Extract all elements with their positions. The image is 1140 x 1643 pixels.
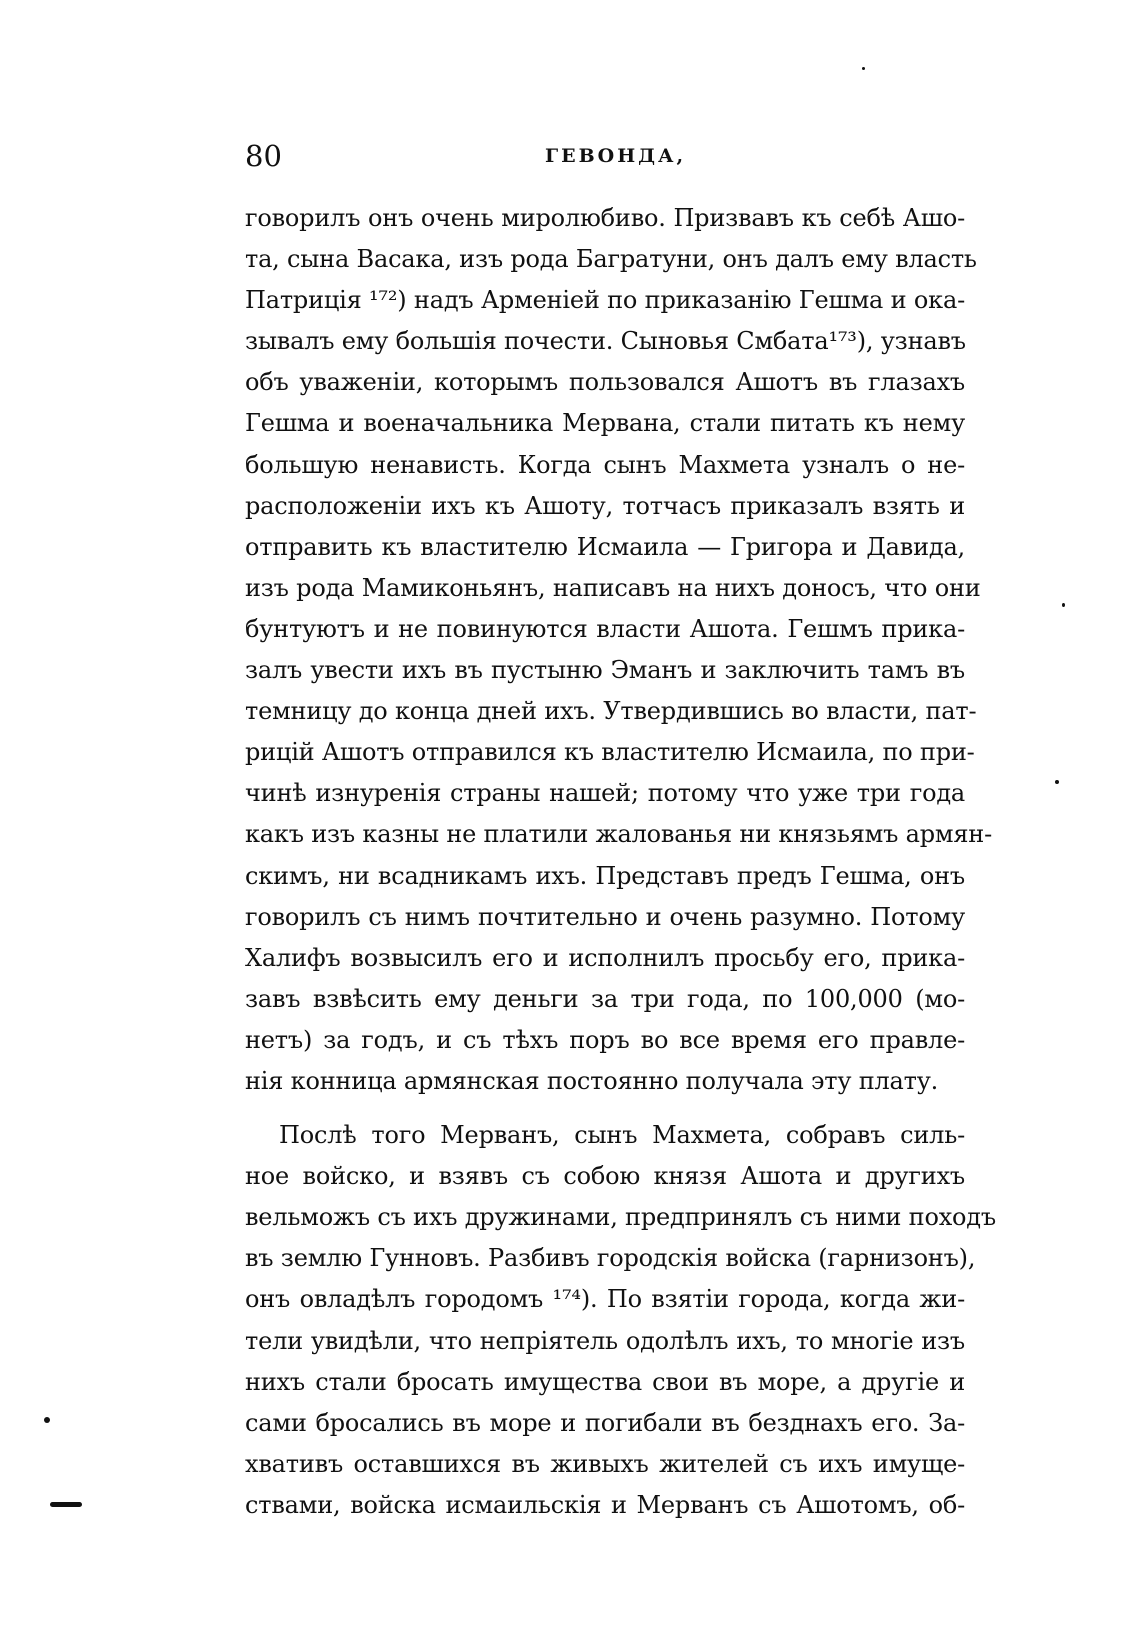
text-line: онъ овладѣлъ городомъ ¹⁷⁴). По взятіи города, когда жи- [245, 1285, 965, 1314]
text-line: бунтуютъ и не повинуются власти Ашота. Гешмъ прика- [245, 614, 965, 643]
scan-speck [1055, 780, 1059, 784]
text-line: говорилъ съ нимъ почтительно и очень разумно. Потому [245, 902, 965, 931]
scan-speck [1062, 603, 1065, 607]
text-line: завъ взвѣсить ему деньги за три года, по 100,000 (мо- [245, 984, 965, 1013]
text-line: отправить къ властителю Исмаила — Григора и Давида, [245, 532, 965, 561]
page-number: 80 [245, 139, 282, 173]
text-line: Послѣ того Мерванъ, сынъ Махмета, собравъ силь- [279, 1121, 965, 1150]
text-line: хвативъ оставшихся въ живыхъ жителей съ ихъ имуще- [245, 1449, 965, 1478]
text-line: большую ненависть. Когда сынъ Махмета узналъ о не- [245, 450, 965, 479]
text-line: рицій Ашотъ отправился къ властителю Исмаила, по при- [245, 738, 975, 767]
paragraph-2 [245, 1115, 996, 1526]
text-line: говорилъ онъ очень миролюбиво. Призвавъ къ себѣ Ашо- [245, 204, 965, 232]
text-line: Гешма и военачальника Мервана, стали питать къ нему [245, 409, 965, 438]
text-line: ствами, войска исмаильскія и Мерванъ съ Ашотомъ, об- [245, 1490, 965, 1519]
scan-speck [862, 67, 865, 70]
text-line: нетъ) за годъ, и съ тѣхъ поръ во все время его правле- [245, 1025, 965, 1054]
text-line: нихъ стали бросать имущества свои въ море, а другіе и [245, 1367, 965, 1396]
text-line: тели увидѣли, что непріятель одолѣлъ ихъ, то многіе изъ [245, 1326, 965, 1355]
text-line: темницу до конца дней ихъ. Утвердившись во власти, пат- [245, 697, 977, 726]
text-line: объ уваженіи, которымъ пользовался Ашотъ въ глазахъ [245, 368, 965, 397]
text-line: какъ изъ казны не платили жалованья ни князьямъ армян- [245, 820, 992, 849]
text-line: Патриція ¹⁷²) надъ Арменіей по приказанію Гешма и ока- [245, 286, 965, 315]
text-line: расположеніи ихъ къ Ашоту, тотчасъ приказалъ взять и [245, 491, 965, 520]
text-line: скимъ, ни всадникамъ ихъ. Представъ предъ Гешма, онъ [245, 861, 965, 890]
body-text [245, 198, 996, 1526]
text-line: вельможъ съ ихъ дружинами, предпринялъ съ ними походъ [245, 1203, 996, 1232]
text-line: ное войско, и взявъ съ собою князя Ашота и другихъ [245, 1162, 965, 1191]
text-line: Халифъ возвысилъ его и исполнилъ просьбу его, прика- [245, 943, 965, 972]
text-line: въ землю Гунновъ. Разбивъ городскія войска (гарнизонъ), [245, 1244, 976, 1273]
paragraph-1 [245, 198, 992, 1102]
text-line: изъ рода Мамиконьянъ, написавъ на нихъ доносъ, что они [245, 573, 981, 602]
text-line: нія конница армянская постоянно получала эту плату. [245, 1066, 939, 1095]
scan-speck [44, 1417, 50, 1423]
text-line: зывалъ ему большія почести. Сыновья Смбата¹⁷³), узнавъ [245, 327, 966, 356]
paragraph-gap [245, 1102, 965, 1115]
text-line: сами бросались въ море и погибали въ безднахъ его. За- [245, 1408, 965, 1437]
scan-dash [50, 1502, 82, 1507]
text-line: чинѣ изнуренія страны нашей; потому что уже три года [245, 779, 965, 808]
text-line: залъ увести ихъ въ пустыню Эманъ и заключить тамъ въ [245, 656, 965, 685]
running-title: ГЕВОНДА, [545, 145, 687, 167]
running-head [245, 136, 965, 176]
text-line: та, сына Васака, изъ рода Багратуни, онъ далъ ему власть [245, 245, 977, 274]
